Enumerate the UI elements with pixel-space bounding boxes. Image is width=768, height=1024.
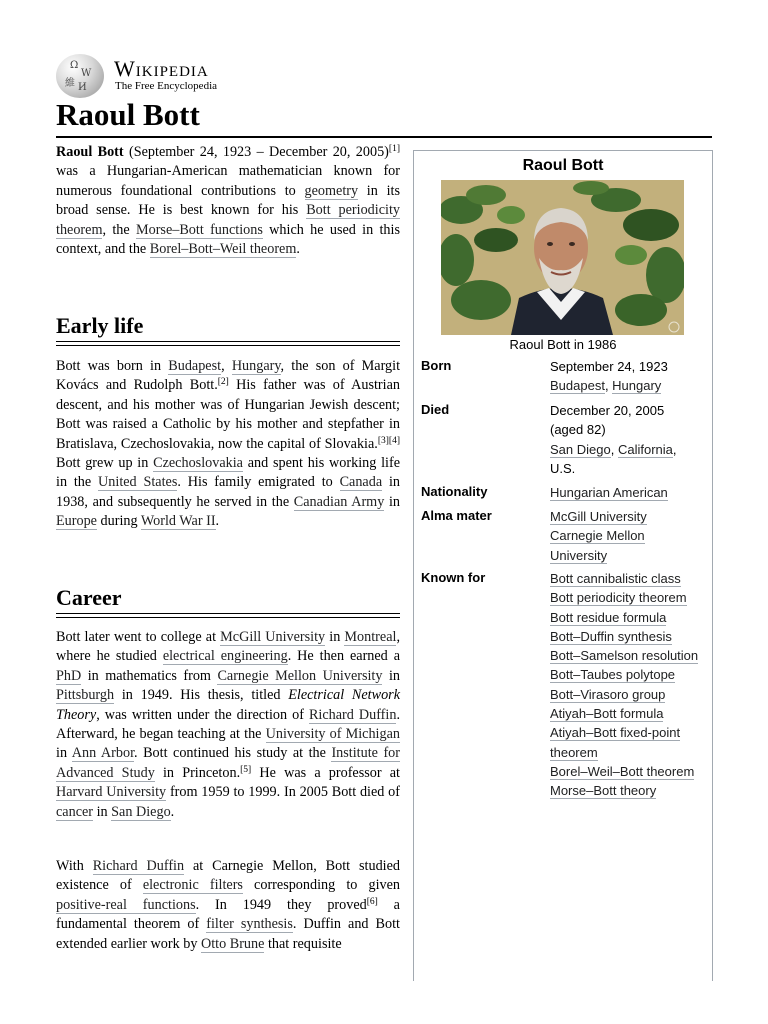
citation-link[interactable]: [5] [240, 764, 252, 775]
text-run: Bott grew up in [56, 455, 154, 472]
wiki-link[interactable]: Institute for Advanced Study [56, 745, 400, 781]
wiki-link[interactable]: Atiyah–Bott formula [550, 706, 664, 722]
wikipedia-header[interactable] [56, 54, 256, 98]
page-title: Raoul Bott [56, 97, 200, 132]
infobox-value-line [550, 440, 710, 459]
wiki-link[interactable]: McGill University [550, 509, 647, 524]
wiki-link[interactable]: San Diego [111, 803, 171, 820]
text-run: which he used in this context, and the [56, 221, 400, 258]
logo-glyph: 維 [65, 78, 75, 89]
wiki-link[interactable]: Richard Duffin [92, 858, 185, 874]
intro-text [56, 143, 400, 259]
title-divider [56, 136, 712, 138]
text-run: . [170, 803, 175, 820]
wiki-link[interactable]: Europe [56, 513, 97, 530]
text-run: . [296, 241, 300, 258]
heading-career: Career [56, 585, 122, 610]
early-life-paragraph [56, 357, 400, 532]
heading-divider [56, 613, 400, 618]
wiki-link[interactable]: Canada [339, 474, 383, 491]
text-run: (aged 82) [550, 422, 606, 438]
infobox-value-line [550, 646, 710, 665]
infobox-value-alma-mater [550, 507, 710, 565]
text-run: a fundamental theorem of [56, 896, 400, 933]
citation-link[interactable]: [3][4] [377, 435, 400, 446]
text-run: . [215, 513, 220, 530]
bold-text: Raoul Bott [56, 144, 124, 160]
wiki-link[interactable]: Otto Brune [200, 935, 265, 952]
career-paragraph [56, 857, 400, 954]
career-section-2 [56, 857, 400, 954]
text-run: , [221, 358, 232, 374]
wiki-link[interactable]: San Diego [550, 441, 611, 457]
wiki-link[interactable]: Borel–Bott–Weil theorem [149, 241, 297, 258]
wiki-link[interactable]: Bott–Taubes polytope [550, 667, 676, 683]
heading-divider [56, 341, 400, 346]
text-run: that requisite [264, 935, 342, 952]
infobox-value-line [550, 608, 710, 627]
infobox-value-line [550, 420, 710, 439]
text-run: in 1938, and subsequently he served in the [56, 474, 400, 510]
text-run: in its broad sense. He is best known for his [56, 182, 400, 219]
text-run: With [56, 858, 93, 874]
wordmark: Wikipedia [114, 56, 209, 81]
wiki-link[interactable]: Budapest [550, 378, 605, 394]
infobox-value-known-for [550, 569, 710, 801]
infobox-value-line [550, 588, 710, 607]
text-run: during [96, 513, 141, 530]
wiki-link[interactable]: California [617, 441, 673, 457]
infobox-label-died: Died [421, 402, 450, 417]
infobox-value-line [550, 483, 710, 502]
wiki-link[interactable]: positive-real functions [56, 896, 196, 913]
wiki-link[interactable]: University of Michigan [265, 726, 400, 743]
infobox-value-line [550, 357, 710, 376]
infobox-value-line [550, 376, 710, 395]
text-run: . In 1949 they proved [195, 896, 367, 913]
infobox-label-born: Born [421, 358, 452, 373]
infobox [413, 150, 713, 981]
text-run: , [604, 378, 613, 394]
wiki-link[interactable]: Czechoslovakia [153, 455, 243, 472]
italic-text: Electrical Network Theory [56, 687, 400, 723]
wiki-link[interactable]: Bott periodicity theorem [550, 590, 687, 606]
infobox-value-line [550, 723, 710, 742]
portrait-image [441, 180, 684, 335]
wiki-link[interactable]: Pittsburgh [56, 687, 115, 704]
portrait-photo[interactable] [441, 180, 684, 335]
wiki-link[interactable]: Harvard University [56, 784, 167, 801]
wiki-link[interactable]: Hungary [612, 378, 662, 394]
infobox-value-line [550, 459, 710, 478]
wiki-link[interactable]: Carnegie Mellon [550, 528, 645, 544]
text-run: He was a professor at [251, 764, 400, 781]
text-run: , where he studied [56, 629, 400, 665]
wiki-link[interactable]: Carnegie Mellon University [217, 667, 383, 684]
text-run: . Afterward, he began teaching at the [56, 706, 400, 743]
infobox-value-died [550, 401, 710, 478]
wiki-link[interactable]: PhD [56, 667, 82, 684]
text-run: Bott was born in [56, 358, 169, 374]
wiki-link[interactable]: Bott periodicity theorem [56, 202, 400, 238]
wiki-link[interactable]: Bott–Virasoro group [550, 686, 666, 702]
text-run: (September 24, 1923 – December 20, 2005) [123, 144, 389, 160]
text-run: . He then earned a [287, 648, 400, 665]
text-run: U.S. [550, 460, 576, 476]
infobox-label-nationality: Nationality [421, 484, 488, 499]
text-run: September 24, 1923 [550, 359, 668, 374]
text-run: . Bott continued his study at the [134, 745, 332, 762]
text-run: corresponding to given [242, 877, 400, 894]
wiki-link[interactable]: Richard Duffin [308, 706, 397, 723]
wiki-link[interactable]: McGill University [220, 629, 326, 645]
wiki-link[interactable]: Morse–Bott functions [135, 221, 263, 238]
infobox-value-line [550, 781, 710, 800]
text-run: , was written under the direction of [96, 706, 309, 723]
infobox-value-line [550, 704, 710, 723]
infobox-value-line [550, 546, 710, 565]
logo-glyph: W [81, 68, 92, 79]
text-run: in [384, 493, 400, 510]
text-run: from 1959 to 1999. In 2005 Bott died of [166, 784, 400, 801]
logo-glyph: Ω [70, 60, 79, 71]
infobox-value-line [550, 665, 710, 684]
wiki-link[interactable]: electrical engineering [162, 648, 288, 665]
heading-early-life: Early life [56, 313, 144, 338]
text-run: , the [102, 221, 136, 238]
infobox-value-line [550, 743, 710, 762]
text-run: , [672, 441, 677, 457]
text-run: in [93, 803, 112, 820]
career-paragraph [56, 628, 400, 822]
infobox-value-line [550, 627, 710, 646]
infobox-value-line [550, 685, 710, 704]
wiki-link[interactable]: cancer [56, 803, 94, 820]
wiki-link[interactable]: filter synthesis [206, 916, 293, 933]
citation-link[interactable]: [1] [388, 144, 400, 154]
wiki-link[interactable]: Bott–Duffin synthesis [550, 628, 672, 644]
text-run: Bott later went to college at [56, 629, 221, 645]
infobox-value-line [550, 401, 710, 420]
wiki-link[interactable]: Montreal [344, 629, 397, 645]
text-run: December 20, 2005 [550, 403, 665, 418]
wikipedia-globe-logo [56, 54, 104, 98]
wiki-link[interactable]: Bott–Samelson resolution [550, 648, 699, 664]
text-run: in Princeton. [154, 764, 241, 781]
wiki-link[interactable]: Morse–Bott theory [550, 783, 657, 799]
infobox-value-line [550, 762, 710, 781]
wiki-link[interactable]: theorem [550, 744, 598, 760]
infobox-label-alma-mater: Alma mater [421, 508, 492, 523]
text-run: His father was of Austrian descent, and his mother was of Hungarian Jewish descent; Bott was raised a Catholic by his mother and stepfather in Bratislava, Czechoslovakia, now the capital of Slovakia. [56, 377, 400, 452]
logo-glyph: И [78, 82, 87, 93]
intro-paragraph [56, 143, 400, 259]
early-life-section [56, 357, 400, 532]
wiki-link[interactable]: World War II [140, 513, 216, 530]
wiki-link[interactable]: Borel–Weil–Bott theorem [550, 763, 695, 779]
wiki-link[interactable]: University [550, 547, 608, 563]
wiki-link[interactable]: Ann Arbor [71, 745, 135, 762]
citation-link[interactable]: [2] [217, 377, 229, 388]
text-run: in mathematics from [81, 667, 218, 684]
career-section [56, 628, 400, 822]
infobox-value-line [550, 526, 710, 545]
text-run: in [325, 629, 345, 645]
wiki-link[interactable]: Hungarian American [550, 485, 668, 500]
infobox-value-nationality [550, 483, 710, 502]
text-run: , the son of Margit Kovács and Rudolph Bott. [56, 358, 401, 394]
wiki-link[interactable]: geometry [304, 182, 359, 199]
text-run: was a Hungarian-American mathematician known for numerous foundational contributions to [56, 163, 400, 199]
text-run: . His family emigrated to [177, 474, 340, 491]
wiki-link[interactable]: Canadian Army [293, 493, 385, 510]
wiki-link[interactable]: Bott residue formula [550, 609, 667, 625]
wiki-link[interactable]: Hungary [231, 358, 281, 374]
text-run: , [610, 441, 618, 457]
infobox-label-known-for: Known for [421, 570, 486, 585]
text-run: in [382, 667, 400, 684]
wiki-link[interactable]: Bott cannibalistic class [550, 571, 681, 586]
wiki-link[interactable]: electronic filters [142, 877, 243, 894]
wiki-link[interactable]: Budapest [168, 358, 222, 374]
wiki-link[interactable]: Atiyah–Bott fixed-point [550, 725, 681, 741]
text-run: and spent his working life in the [56, 455, 400, 491]
citation-link[interactable]: [6] [366, 896, 378, 907]
text-run: at Carnegie Mellon, Bott studied existence of [56, 858, 400, 894]
infobox-title: Raoul Bott [522, 157, 604, 174]
text-run: in 1949. His thesis, titled [114, 687, 289, 704]
infobox-value-line [550, 507, 710, 526]
tagline: The Free Encyclopedia [115, 80, 218, 92]
image-caption: Raoul Bott in 1986 [509, 337, 617, 352]
infobox-value-born [550, 357, 710, 396]
text-run: in [56, 745, 72, 762]
text-run: . Duffin and Bott extended earlier work by [56, 916, 400, 952]
infobox-value-line [550, 569, 710, 588]
wiki-link[interactable]: United States [98, 474, 178, 491]
